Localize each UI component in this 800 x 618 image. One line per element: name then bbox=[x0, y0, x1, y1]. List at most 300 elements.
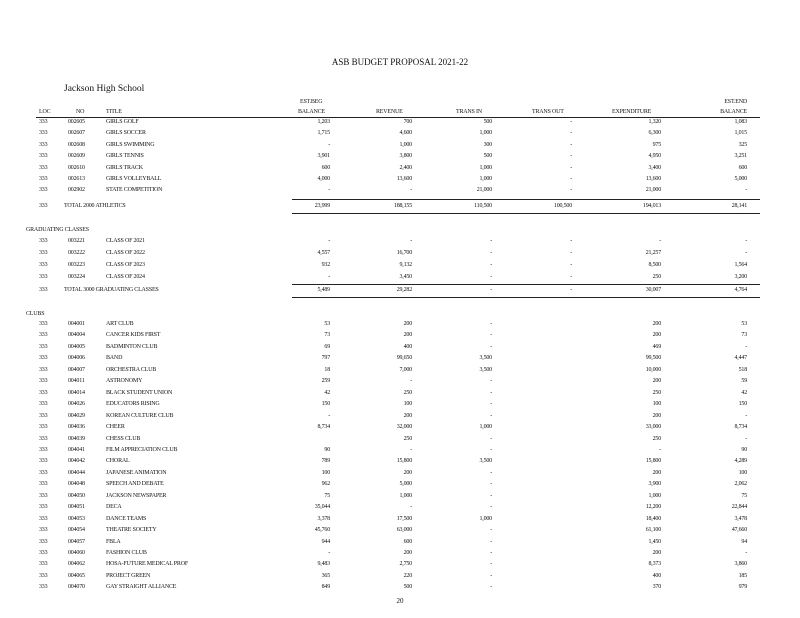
cell-title: PROJECT GREEN bbox=[106, 572, 151, 579]
cell-no: 004006 bbox=[68, 355, 85, 362]
cell-trans-out: - bbox=[570, 176, 572, 182]
cell-title: FILM APPRECIATION CLUB bbox=[106, 446, 178, 453]
cell-trans-in: - bbox=[490, 435, 492, 442]
cell-end-balance: 28,141 bbox=[731, 203, 747, 209]
cell-beg-balance: 73 bbox=[324, 332, 330, 339]
table-row bbox=[0, 187, 800, 197]
cell-end-balance: 100 bbox=[738, 469, 747, 476]
cell-loc: 333 bbox=[39, 515, 48, 522]
cell-trans-in: - bbox=[490, 287, 492, 293]
cell-title: ORCHESTRA CLUB bbox=[106, 366, 157, 373]
table-row bbox=[0, 238, 800, 248]
subtotal-rule bbox=[292, 284, 760, 285]
table-row bbox=[0, 262, 800, 272]
cell-end-balance: 59 bbox=[741, 378, 747, 385]
cell-trans-in: - bbox=[490, 572, 492, 579]
cell-no: 004050 bbox=[68, 492, 85, 499]
cell-loc: 333 bbox=[39, 469, 48, 476]
cell-beg-balance: 100 bbox=[321, 469, 330, 476]
cell-end-balance: - bbox=[745, 435, 747, 442]
cell-title: THEATRE SOCIETY bbox=[106, 527, 157, 534]
cell-expenditure: 21,000 bbox=[645, 187, 661, 194]
cell-loc: 333 bbox=[39, 355, 48, 362]
cell-trans-out: - bbox=[570, 250, 572, 256]
cell-no: 004001 bbox=[68, 321, 85, 327]
cell-expenditure: 21,257 bbox=[645, 250, 661, 256]
cell-loc: 333 bbox=[39, 572, 48, 579]
cell-title: GIRLS SWIMMING bbox=[106, 141, 155, 148]
cell-end-balance: 979 bbox=[738, 584, 747, 591]
cell-trans-in: 1,000 bbox=[479, 164, 492, 171]
cell-revenue: 250 bbox=[403, 389, 412, 396]
cell-trans-in: - bbox=[490, 401, 492, 408]
cell-beg-balance: - bbox=[328, 550, 330, 556]
cell-trans-in: - bbox=[490, 274, 492, 280]
cell-revenue: 2,750 bbox=[399, 561, 412, 568]
cell-trans-in: - bbox=[490, 550, 492, 556]
cell-loc: 333 bbox=[39, 176, 48, 182]
cell-expenditure: 15,800 bbox=[645, 458, 661, 465]
cell-expenditure: 3,900 bbox=[648, 481, 661, 488]
cell-trans-in: - bbox=[490, 262, 492, 268]
header-title: TITLE bbox=[106, 109, 122, 115]
cell-end-balance: 3,251 bbox=[734, 153, 747, 160]
cell-expenditure: 200 bbox=[652, 412, 661, 419]
cell-title: DANCE TEAMS bbox=[106, 515, 147, 522]
cell-trans-in: - bbox=[490, 538, 492, 545]
cell-beg-balance: 932 bbox=[321, 262, 330, 268]
cell-revenue: 7,000 bbox=[399, 366, 412, 373]
header-beg-line2: BALANCE bbox=[298, 109, 325, 115]
cell-beg-balance: 4,000 bbox=[317, 176, 330, 182]
cell-end-balance: 3,478 bbox=[734, 515, 747, 522]
cell-expenditure: 200 bbox=[652, 550, 661, 556]
cell-revenue: 188,155 bbox=[393, 203, 412, 209]
cell-expenditure: 469 bbox=[652, 343, 661, 350]
cell-loc: 333 bbox=[39, 332, 48, 339]
table-row bbox=[0, 142, 800, 152]
cell-beg-balance: 962 bbox=[321, 481, 330, 488]
cell-no: 004051 bbox=[68, 504, 85, 511]
cell-no: 002902 bbox=[68, 187, 85, 194]
cell-end-balance: 4,764 bbox=[734, 287, 747, 293]
cell-trans-in: - bbox=[490, 446, 492, 453]
cell-revenue: 1,000 bbox=[399, 492, 412, 499]
cell-expenditure: 1,000 bbox=[648, 492, 661, 499]
cell-beg-balance: 53 bbox=[324, 321, 330, 327]
cell-expenditure: 194,013 bbox=[642, 203, 661, 209]
cell-end-balance: 518 bbox=[738, 366, 747, 373]
table-row bbox=[0, 413, 800, 423]
cell-trans-in: - bbox=[490, 504, 492, 511]
cell-no: 004048 bbox=[68, 481, 85, 488]
cell-title: DECA bbox=[106, 504, 122, 511]
cell-title: TOTAL 3000 GRADUATING CLASSES bbox=[64, 287, 159, 293]
cell-title: BADMINTON CLUB bbox=[106, 343, 158, 350]
header-beg-line1: EST.BEG bbox=[300, 99, 323, 105]
cell-no: 004005 bbox=[68, 343, 85, 350]
table-row bbox=[0, 504, 800, 514]
cell-loc: 333 bbox=[39, 527, 48, 534]
cell-trans-in: 300 bbox=[483, 141, 492, 148]
cell-revenue: 5,000 bbox=[399, 481, 412, 488]
cell-trans-out: - bbox=[570, 153, 572, 160]
cell-expenditure: 250 bbox=[652, 274, 661, 280]
cell-revenue: 3,800 bbox=[399, 153, 412, 160]
cell-no: 004060 bbox=[68, 550, 85, 556]
cell-no: 004041 bbox=[68, 446, 85, 453]
cell-revenue: 17,500 bbox=[396, 515, 412, 522]
cell-expenditure: 3,400 bbox=[648, 164, 661, 171]
cell-expenditure: 8,500 bbox=[648, 262, 661, 268]
cell-trans-in: 500 bbox=[483, 119, 492, 125]
cell-expenditure: 18,400 bbox=[645, 515, 661, 522]
cell-expenditure: 250 bbox=[652, 435, 661, 442]
clubs-heading: CLUBS bbox=[26, 311, 45, 317]
cell-trans-in: - bbox=[490, 250, 492, 256]
cell-expenditure: 1,320 bbox=[648, 119, 661, 125]
table-row bbox=[0, 274, 800, 284]
cell-no: 004042 bbox=[68, 458, 85, 465]
cell-revenue: 15,800 bbox=[396, 458, 412, 465]
cell-beg-balance: 8,734 bbox=[317, 424, 330, 431]
cell-end-balance: 4,447 bbox=[734, 355, 747, 362]
cell-loc: 333 bbox=[39, 492, 48, 499]
header-trans-in: TRANS IN bbox=[456, 109, 482, 115]
cell-expenditure: 33,000 bbox=[645, 424, 661, 431]
cell-loc: 333 bbox=[39, 274, 48, 280]
table-row bbox=[0, 424, 800, 434]
table-row bbox=[0, 458, 800, 468]
cell-loc: 333 bbox=[39, 262, 48, 268]
cell-trans-in: - bbox=[490, 561, 492, 568]
cell-no: 002610 bbox=[68, 164, 85, 171]
cell-no: 004029 bbox=[68, 412, 85, 419]
cell-end-balance: 1,564 bbox=[734, 262, 747, 268]
cell-title: FASHION CLUB bbox=[106, 550, 147, 556]
cell-end-balance: 53 bbox=[741, 321, 747, 327]
cell-trans-out: - bbox=[570, 164, 572, 171]
cell-no: 002613 bbox=[68, 176, 85, 182]
cell-trans-out: - bbox=[570, 119, 572, 125]
cell-end-balance: 73 bbox=[741, 332, 747, 339]
cell-trans-out: - bbox=[570, 274, 572, 280]
cell-revenue: 100 bbox=[403, 401, 412, 408]
cell-revenue: 200 bbox=[403, 550, 412, 556]
table-row bbox=[0, 550, 800, 560]
cell-trans-in: 21,000 bbox=[476, 187, 492, 194]
cell-end-balance: - bbox=[745, 412, 747, 419]
cell-no: 004054 bbox=[68, 527, 85, 534]
cell-expenditure: 975 bbox=[652, 141, 661, 148]
cell-beg-balance: 944 bbox=[321, 538, 330, 545]
cell-trans-in: 1,000 bbox=[479, 424, 492, 431]
total-row bbox=[0, 287, 800, 297]
cell-title: CLASS OF 2022 bbox=[106, 250, 145, 256]
cell-revenue: - bbox=[410, 446, 412, 453]
cell-loc: 333 bbox=[39, 203, 48, 209]
cell-expenditure: 200 bbox=[652, 378, 661, 385]
cell-title: FBLA bbox=[106, 538, 121, 545]
cell-no: 003223 bbox=[68, 262, 85, 268]
cell-revenue: - bbox=[410, 504, 412, 511]
cell-loc: 333 bbox=[39, 401, 48, 408]
cell-trans-in: - bbox=[490, 332, 492, 339]
cell-revenue: 1,000 bbox=[399, 141, 412, 148]
cell-beg-balance: 3,901 bbox=[317, 153, 330, 160]
cell-no: 004065 bbox=[68, 572, 85, 579]
table-row bbox=[0, 573, 800, 583]
cell-loc: 333 bbox=[39, 446, 48, 453]
cell-expenditure: 6,300 bbox=[648, 130, 661, 137]
cell-end-balance: 75 bbox=[741, 492, 747, 499]
table-row bbox=[0, 584, 800, 594]
cell-expenditure: 1,450 bbox=[648, 538, 661, 545]
cell-expenditure: 10,000 bbox=[645, 366, 661, 373]
cell-title: BAND bbox=[106, 355, 123, 362]
cell-beg-balance: 259 bbox=[321, 378, 330, 385]
cell-trans-out: - bbox=[570, 262, 572, 268]
header-revenue: REVENUE bbox=[376, 109, 403, 115]
cell-beg-balance: 69 bbox=[324, 343, 330, 350]
cell-trans-in: 500 bbox=[483, 153, 492, 160]
cell-loc: 333 bbox=[39, 412, 48, 419]
cell-loc: 333 bbox=[39, 538, 48, 545]
cell-expenditure: 100 bbox=[652, 401, 661, 408]
cell-end-balance: 5,000 bbox=[734, 176, 747, 182]
cell-title: GIRLS TENNIS bbox=[106, 153, 144, 160]
cell-loc: 333 bbox=[39, 584, 48, 591]
table-row bbox=[0, 401, 800, 411]
table-row bbox=[0, 344, 800, 354]
cell-end-balance: 3,200 bbox=[734, 274, 747, 280]
cell-beg-balance: 42 bbox=[324, 389, 330, 396]
header-expenditure: EXPENDITURE bbox=[612, 109, 652, 115]
cell-no: 004026 bbox=[68, 401, 85, 408]
cell-beg-balance: 365 bbox=[321, 572, 330, 579]
cell-no: 004053 bbox=[68, 515, 85, 522]
cell-trans-in: - bbox=[490, 412, 492, 419]
cell-end-balance: 1,015 bbox=[734, 130, 747, 137]
table-row bbox=[0, 130, 800, 140]
cell-loc: 333 bbox=[39, 238, 48, 244]
cell-beg-balance: - bbox=[328, 238, 330, 244]
total-row bbox=[0, 203, 800, 213]
table-row bbox=[0, 436, 800, 446]
cell-revenue: 400 bbox=[403, 343, 412, 350]
cell-revenue: 99,650 bbox=[396, 355, 412, 362]
header-trans-out: TRANS OUT bbox=[532, 109, 564, 115]
cell-revenue: 200 bbox=[403, 321, 412, 327]
cell-title: SPEECH AND DEBATE bbox=[106, 481, 164, 488]
cell-revenue: 200 bbox=[403, 469, 412, 476]
table-row bbox=[0, 378, 800, 388]
cell-beg-balance: - bbox=[328, 274, 330, 280]
cell-revenue: 600 bbox=[403, 538, 412, 545]
cell-revenue: 13,600 bbox=[396, 176, 412, 182]
cell-trans-out: - bbox=[570, 287, 572, 293]
cell-revenue: 2,400 bbox=[399, 164, 412, 171]
cell-trans-out: - bbox=[570, 187, 572, 194]
cell-trans-out: - bbox=[570, 238, 572, 244]
cell-loc: 333 bbox=[39, 504, 48, 511]
cell-title: HOSA-FUTURE MEDICAL PROF bbox=[106, 561, 188, 568]
cell-beg-balance: 3,378 bbox=[317, 515, 330, 522]
page-title: ASB BUDGET PROPOSAL 2021-22 bbox=[331, 57, 469, 67]
cell-loc: 333 bbox=[39, 561, 48, 568]
table-row bbox=[0, 527, 800, 537]
cell-end-balance: - bbox=[745, 187, 747, 194]
cell-end-balance: 3,860 bbox=[734, 561, 747, 568]
cell-revenue: 220 bbox=[403, 572, 412, 579]
cell-trans-in: - bbox=[490, 527, 492, 534]
cell-title: GIRLS VOLLEYBALL bbox=[106, 176, 162, 182]
page-number: 20 bbox=[396, 597, 404, 605]
cell-trans-in: - bbox=[490, 492, 492, 499]
table-row bbox=[0, 470, 800, 480]
cell-expenditure: - bbox=[659, 238, 661, 244]
cell-no: 004044 bbox=[68, 469, 85, 476]
cell-end-balance: - bbox=[745, 250, 747, 256]
table-row bbox=[0, 355, 800, 365]
cell-beg-balance: 849 bbox=[321, 584, 330, 591]
cell-end-balance: 4,289 bbox=[734, 458, 747, 465]
cell-no: 002609 bbox=[68, 153, 85, 160]
cell-revenue: 200 bbox=[403, 412, 412, 419]
table-row bbox=[0, 493, 800, 503]
cell-beg-balance: 90 bbox=[324, 446, 330, 453]
header-end-line1: EST.END bbox=[724, 99, 747, 105]
header-rule bbox=[36, 117, 760, 118]
table-row bbox=[0, 481, 800, 491]
cell-trans-out: - bbox=[570, 130, 572, 137]
cell-end-balance: 22,844 bbox=[731, 504, 747, 511]
cell-revenue: 9,132 bbox=[399, 262, 412, 268]
cell-beg-balance: 23,999 bbox=[314, 203, 330, 209]
cell-loc: 333 bbox=[39, 481, 48, 488]
graduating-heading: GRADUATING CLASSES bbox=[26, 227, 89, 233]
cell-beg-balance: - bbox=[328, 187, 330, 194]
cell-trans-in: 3,500 bbox=[479, 366, 492, 373]
total-rule bbox=[292, 213, 760, 214]
cell-loc: 333 bbox=[39, 550, 48, 556]
cell-loc: 333 bbox=[39, 366, 48, 373]
cell-no: 004014 bbox=[68, 389, 85, 396]
cell-beg-balance: 789 bbox=[321, 458, 330, 465]
header-no: NO bbox=[76, 109, 85, 115]
cell-end-balance: 600 bbox=[738, 164, 747, 171]
cell-loc: 333 bbox=[39, 187, 48, 194]
cell-beg-balance: 600 bbox=[321, 164, 330, 171]
cell-no: 003224 bbox=[68, 274, 85, 280]
table-row bbox=[0, 119, 800, 129]
table-row bbox=[0, 165, 800, 175]
cell-revenue: 200 bbox=[403, 332, 412, 339]
cell-loc: 333 bbox=[39, 250, 48, 256]
cell-end-balance: 47,660 bbox=[731, 527, 747, 534]
cell-loc: 333 bbox=[39, 343, 48, 350]
cell-expenditure: 200 bbox=[652, 469, 661, 476]
cell-expenditure: 250 bbox=[652, 389, 661, 396]
cell-loc: 333 bbox=[39, 141, 48, 148]
cell-title: CLASS OF 2024 bbox=[106, 274, 145, 280]
cell-loc: 333 bbox=[39, 119, 48, 125]
cell-beg-balance: 797 bbox=[321, 355, 330, 362]
cell-expenditure: 30,007 bbox=[645, 287, 661, 293]
cell-loc: 333 bbox=[39, 389, 48, 396]
cell-loc: 333 bbox=[39, 378, 48, 385]
cell-expenditure: 61,100 bbox=[645, 527, 661, 534]
cell-revenue: 500 bbox=[403, 584, 412, 591]
cell-title: JACKSON NEWSPAPER bbox=[106, 492, 167, 499]
table-row bbox=[0, 321, 800, 331]
cell-trans-in: 110,500 bbox=[474, 203, 492, 209]
cell-trans-in: 3,500 bbox=[479, 355, 492, 362]
cell-title: STATE COMPETITION bbox=[106, 187, 163, 194]
cell-expenditure: 400 bbox=[652, 572, 661, 579]
cell-expenditure: 12,200 bbox=[645, 504, 661, 511]
table-row bbox=[0, 367, 800, 377]
cell-loc: 333 bbox=[39, 153, 48, 160]
cell-expenditure: 99,500 bbox=[645, 355, 661, 362]
cell-end-balance: 150 bbox=[738, 401, 747, 408]
cell-trans-out: 100,500 bbox=[553, 203, 572, 209]
cell-beg-balance: 18 bbox=[324, 366, 330, 373]
cell-trans-in: - bbox=[490, 378, 492, 385]
cell-title: GAY STRAIGHT ALLIANCE bbox=[106, 584, 177, 591]
cell-loc: 333 bbox=[39, 424, 48, 431]
cell-revenue: 63,000 bbox=[396, 527, 412, 534]
cell-loc: 333 bbox=[39, 321, 48, 327]
cell-no: 003221 bbox=[68, 238, 85, 244]
cell-trans-in: - bbox=[490, 389, 492, 396]
cell-no: 002608 bbox=[68, 141, 85, 148]
cell-revenue: - bbox=[410, 378, 412, 385]
table-row bbox=[0, 390, 800, 400]
cell-title: TOTAL 2000 ATHLETICS bbox=[64, 203, 126, 209]
cell-title: BLACK STUDENT UNION bbox=[106, 389, 173, 396]
cell-end-balance: - bbox=[745, 550, 747, 556]
cell-trans-out: - bbox=[570, 141, 572, 148]
table-row bbox=[0, 447, 800, 457]
cell-end-balance: - bbox=[745, 238, 747, 244]
table-row bbox=[0, 332, 800, 342]
cell-revenue: 700 bbox=[403, 119, 412, 125]
cell-title: EDUCATORS RISING bbox=[106, 401, 160, 408]
cell-end-balance: 325 bbox=[738, 141, 747, 148]
cell-beg-balance: - bbox=[328, 141, 330, 148]
cell-title: KOREAN CULTURE CLUB bbox=[106, 412, 174, 419]
cell-no: 002605 bbox=[68, 119, 85, 125]
cell-no: 004057 bbox=[68, 538, 85, 545]
cell-beg-balance: 75 bbox=[324, 492, 330, 499]
cell-end-balance: 8,734 bbox=[734, 424, 747, 431]
cell-end-balance: 1,083 bbox=[734, 119, 747, 125]
cell-title: CHORAL bbox=[106, 458, 130, 465]
cell-beg-balance: 4,557 bbox=[317, 250, 330, 256]
cell-trans-in: - bbox=[490, 584, 492, 591]
cell-revenue: 29,282 bbox=[396, 287, 412, 293]
cell-title: CHESS CLUB bbox=[106, 435, 141, 442]
cell-beg-balance: 1,203 bbox=[317, 119, 330, 125]
cell-loc: 333 bbox=[39, 287, 48, 293]
cell-title: CANCER KIDS FIRST bbox=[106, 332, 161, 339]
table-row bbox=[0, 516, 800, 526]
cell-title: ASTRONOMY bbox=[106, 378, 143, 385]
cell-title: CLASS OF 2023 bbox=[106, 262, 145, 268]
cell-no: 003222 bbox=[68, 250, 85, 256]
cell-end-balance: 185 bbox=[738, 572, 747, 579]
